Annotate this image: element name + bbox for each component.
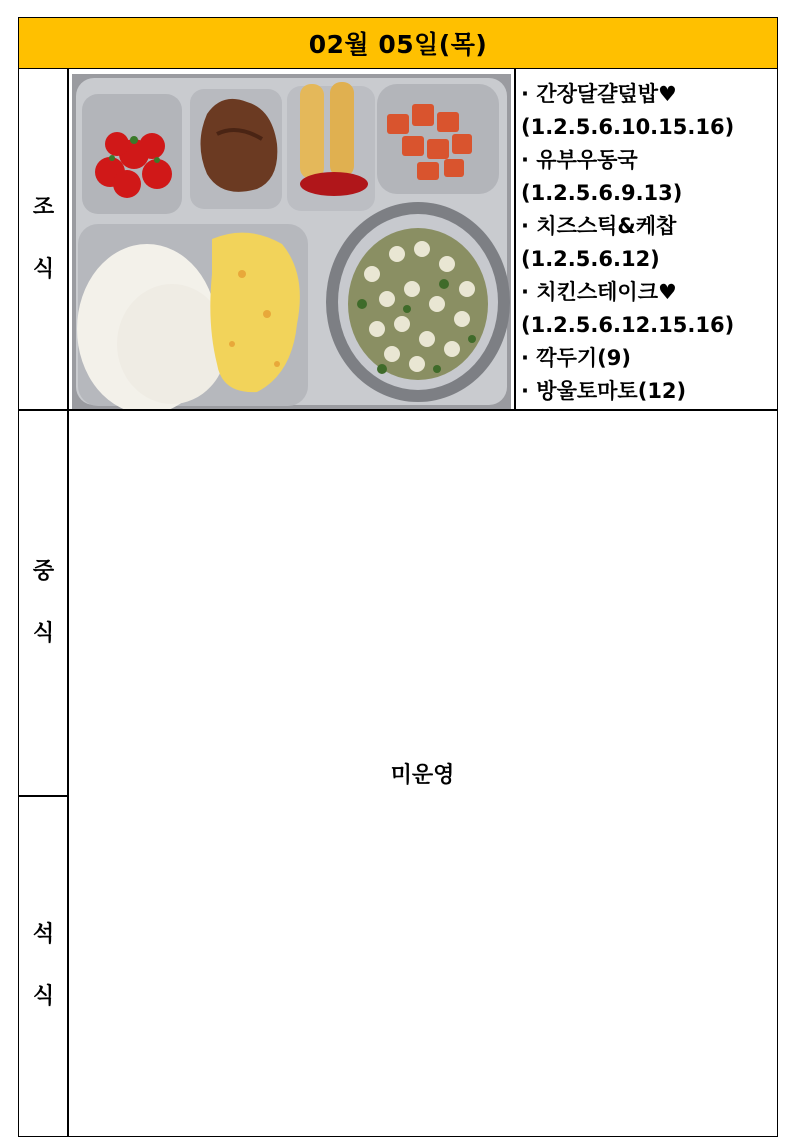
lunch-label-char-1: 중: [32, 558, 55, 584]
meal-tray-photo: [72, 74, 511, 409]
dinner-label-char-1: 석: [32, 922, 55, 947]
menu-line: · 치킨스테이크♥: [521, 280, 677, 304]
dinner-label-char-2: 식: [32, 984, 55, 1009]
menu-line: · 간장달걀덮밥♥: [521, 82, 677, 106]
menu-line: (1.2.5.6.12): [521, 247, 660, 271]
lunch-label: [19, 410, 68, 795]
menu-line: · 치즈스틱&케찹: [521, 214, 677, 238]
dinner-label: [19, 796, 68, 1136]
not-operating-label: 미운영: [390, 762, 455, 788]
menu-line: (1.2.5.6.12.15.16): [521, 313, 735, 337]
breakfast-label-char-2: 식: [32, 257, 55, 282]
breakfast-menu: [521, 78, 776, 408]
menu-line: · 유부우동국: [521, 148, 638, 172]
photo-menu-divider: [514, 69, 516, 410]
lunch-label-char-2: 식: [32, 620, 55, 646]
status-text: [68, 410, 777, 1136]
breakfast-label: [19, 69, 68, 409]
menu-line: (1.2.5.6.9.13): [521, 181, 683, 205]
menu-line: (1.2.5.6.10.15.16): [521, 115, 735, 139]
menu-line: · 방울토마토(12): [521, 379, 687, 403]
menu-line: · 깍두기(9): [521, 346, 631, 370]
breakfast-label-char-1: 조: [32, 195, 55, 220]
menu-table: [18, 17, 778, 1137]
date-title: 02월 05일(목): [19, 18, 777, 69]
